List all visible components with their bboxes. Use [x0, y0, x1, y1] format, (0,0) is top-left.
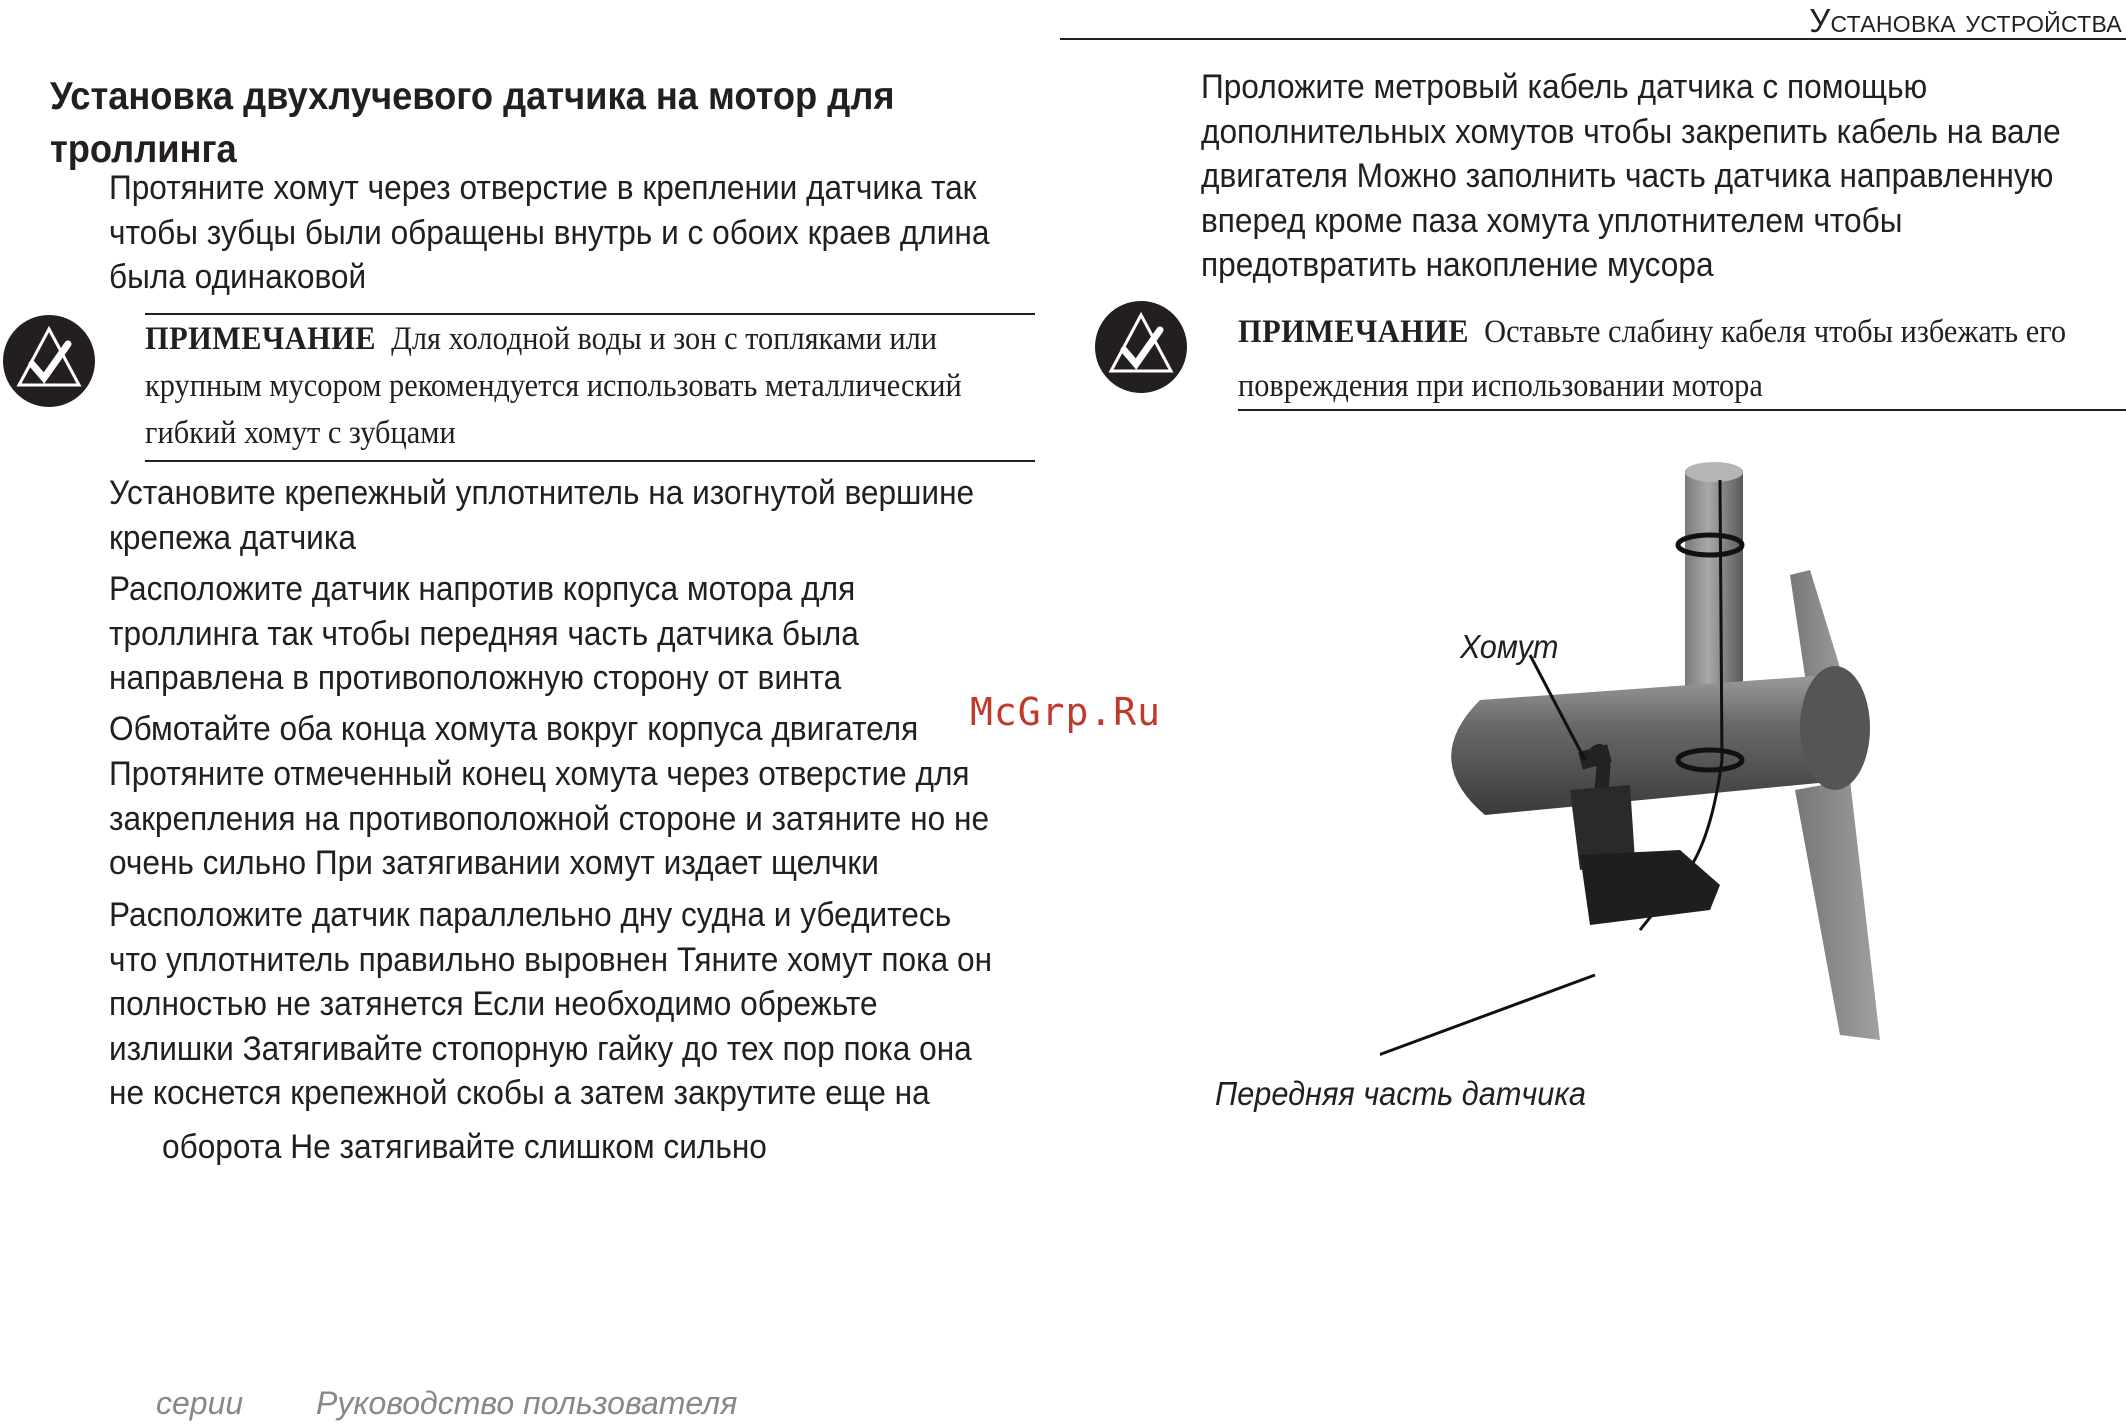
page-header-title: Установка устройства: [1809, 2, 2122, 39]
note-1: [145, 316, 1019, 457]
motor-shaft: [1685, 470, 1743, 710]
step-5-text: Расположите датчик параллельно дну судна и убедитесь что уплотнитель правильно выровнен Тяните хомут пока он полностью не затянется Если необходимо обрежьте излишки Затягивайте стопорную гайку до тех пор пока она не коснется крепежной скобы а затем закрутите еще на: [109, 896, 993, 1112]
step-6-text: Проложите метровый кабель датчика с помощью дополнительных хомутов чтобы закрепить кабель на вале двигателя Можно заполнить часть датчика направленную вперед кроме паза хомута уплотнителем чтобы предотвратить накопление мусора: [1201, 68, 2061, 284]
step-4b-text: Протяните отмеченный конец хомута через отверстие для закрепления на противоположной стороне и затяните но не очень сильно При затягивании хомут издает щелчки: [109, 755, 990, 882]
step-3-text: Расположите датчик напротив корпуса мотора для троллинга так чтобы передняя часть датчика была направлена в противоположную сторону от винта: [109, 570, 859, 697]
section-title: Установка двухлучевого датчика на мотор для троллинга: [50, 75, 895, 171]
note-2-bottom-rule: [1238, 409, 2126, 411]
step-5-tail-text: оборота Не затягивайте слишком сильно: [162, 1128, 767, 1166]
trolling-motor-figure: [1380, 460, 1980, 1070]
footer-guide-title: Руководство пользователя: [316, 1385, 738, 1421]
transducer: [1580, 850, 1720, 925]
watermark: McGrp.Ru: [970, 690, 1162, 734]
step-2-text: Установите крепежный уплотнитель на изогнутой вершине крепежа датчика: [109, 474, 975, 557]
note-2-label: ПРИМЕЧАНИЕ: [1238, 314, 1469, 350]
note-2: [1238, 305, 2112, 413]
motor-body: [1451, 675, 1850, 815]
callout-strap: Хомут: [1460, 628, 1559, 665]
footer-series: серии: [156, 1385, 244, 1421]
callout-sensor-front: Передняя часть датчика: [1215, 1075, 1586, 1112]
note-2-text: Оставьте слабину кабеля чтобы избежать его повреждения при использовании мотора: [1238, 314, 2067, 404]
note-1-text: Для холодной воды и зон с топляками или крупным мусором рекомендуется использовать металлический гибкий хомут с зубцами: [145, 321, 962, 451]
checkmark-note-icon: [1094, 300, 1188, 394]
note-1-bottom-rule: [145, 460, 1035, 462]
propeller-blade-lower: [1795, 780, 1880, 1040]
header-rule: [1060, 38, 2126, 40]
step-1-text: Протяните хомут через отверстие в креплении датчика так чтобы зубцы были обращены внутрь и с обоих краев длина была одинаковой: [109, 169, 990, 296]
checkmark-note-icon: [2, 314, 96, 408]
note-1-top-rule: [145, 313, 1035, 315]
step-4a-text: Обмотайте оба конца хомута вокруг корпуса двигателя: [109, 710, 919, 748]
note-1-label: ПРИМЕЧАНИЕ: [145, 321, 376, 357]
